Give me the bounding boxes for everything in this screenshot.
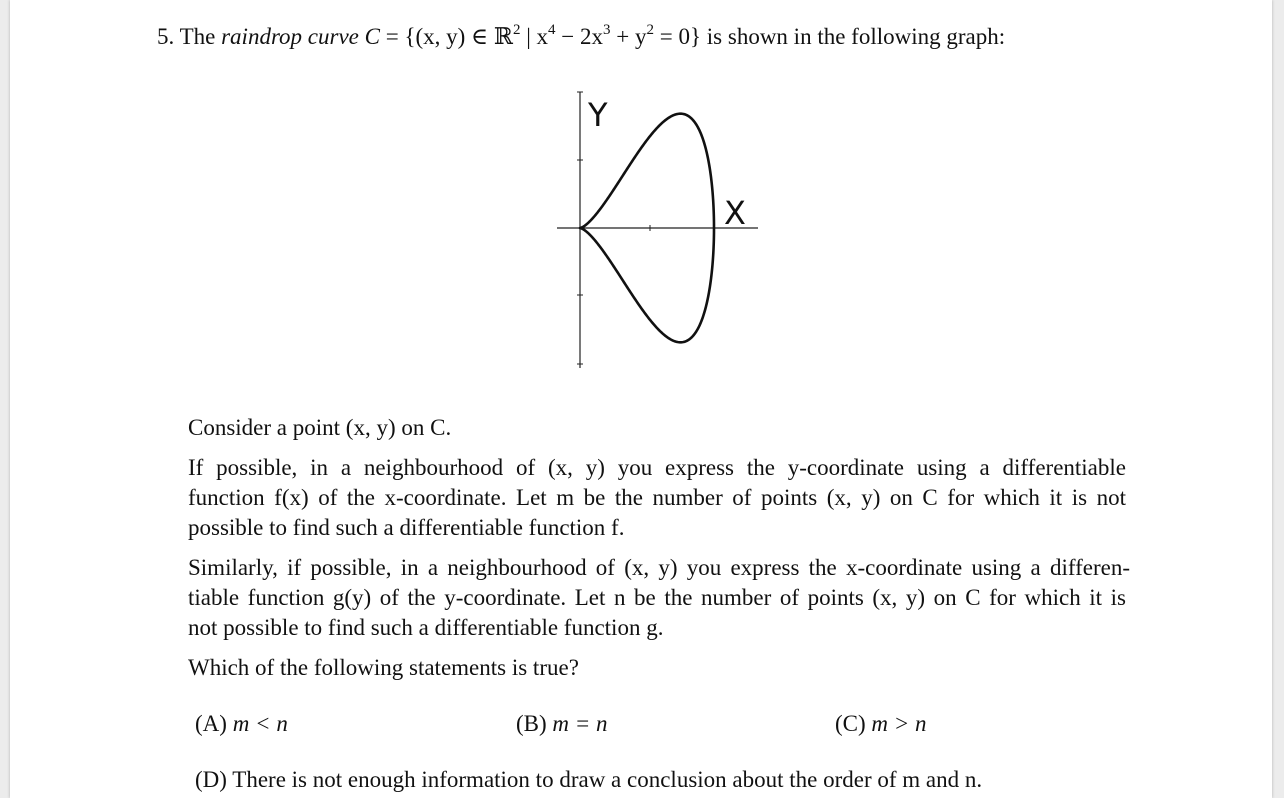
option-d[interactable] (195, 765, 982, 795)
option-a-text: m < n (232, 711, 288, 736)
intro-word: The (179, 24, 216, 49)
option-d-text: There is not enough information to draw a conclusion about the order of m and n. (232, 767, 983, 792)
paragraph-3-line-3: not possible to find such a differentiable function g. (188, 615, 664, 640)
option-b[interactable] (516, 709, 608, 739)
paragraph-2-line-2: function f(x) of the x-coordinate. Let m be the number of points (x, y) on C for which it is not (188, 485, 1126, 510)
option-a[interactable] (195, 709, 288, 739)
set-def-sup-x4: 4 (548, 22, 556, 38)
set-def-sup-y2: 2 (646, 22, 655, 38)
set-def-part2: | x (520, 24, 549, 49)
y-axis-label: Y (588, 96, 608, 134)
set-def-part4: + y (610, 24, 647, 49)
question-prompt: Which of the following statements is true? (188, 655, 579, 680)
set-def-part3: − 2x (555, 24, 604, 49)
option-c-text: m > n (871, 711, 927, 736)
option-c[interactable] (835, 709, 927, 739)
question-title (157, 22, 1005, 52)
paragraph-2-line-1: If possible, in a neighbourhood of (x, y) you express the y-coordinate using a differentiable (188, 455, 1126, 480)
set-def-sup-r: 2 (512, 22, 521, 38)
question-number: 5. (157, 24, 175, 49)
option-b-text: m = n (552, 711, 608, 736)
curve-name: raindrop curve (221, 24, 359, 49)
x-axis-label: X (724, 194, 746, 232)
set-def-part5: = 0} (654, 24, 702, 49)
raindrop-curve-graph (548, 86, 778, 376)
curve-symbol: C (364, 24, 380, 49)
option-d-label: (D) (195, 767, 227, 792)
set-def-part1: = {(x, y) ∈ ℝ (379, 24, 513, 49)
option-a-label: (A) (195, 711, 227, 736)
option-c-label: (C) (835, 711, 866, 736)
intro-tail: is shown in the following graph: (706, 24, 1006, 49)
paragraph-3-line-1: Similarly, if possible, in a neighbourhood of (x, y) you express the x-coordinate using a differen- (188, 555, 1130, 580)
paragraph-2-line-3: possible to find such a differentiable function f. (188, 515, 625, 540)
paragraph-3-line-2: tiable function g(y) of the y-coordinate. Let n be the number of points (x, y) on C for which it is (188, 585, 1126, 610)
option-b-label: (B) (516, 711, 547, 736)
set-def-sup-x3: 3 (603, 22, 611, 38)
paragraph-consider: Consider a point (x, y) on C. (188, 415, 452, 440)
